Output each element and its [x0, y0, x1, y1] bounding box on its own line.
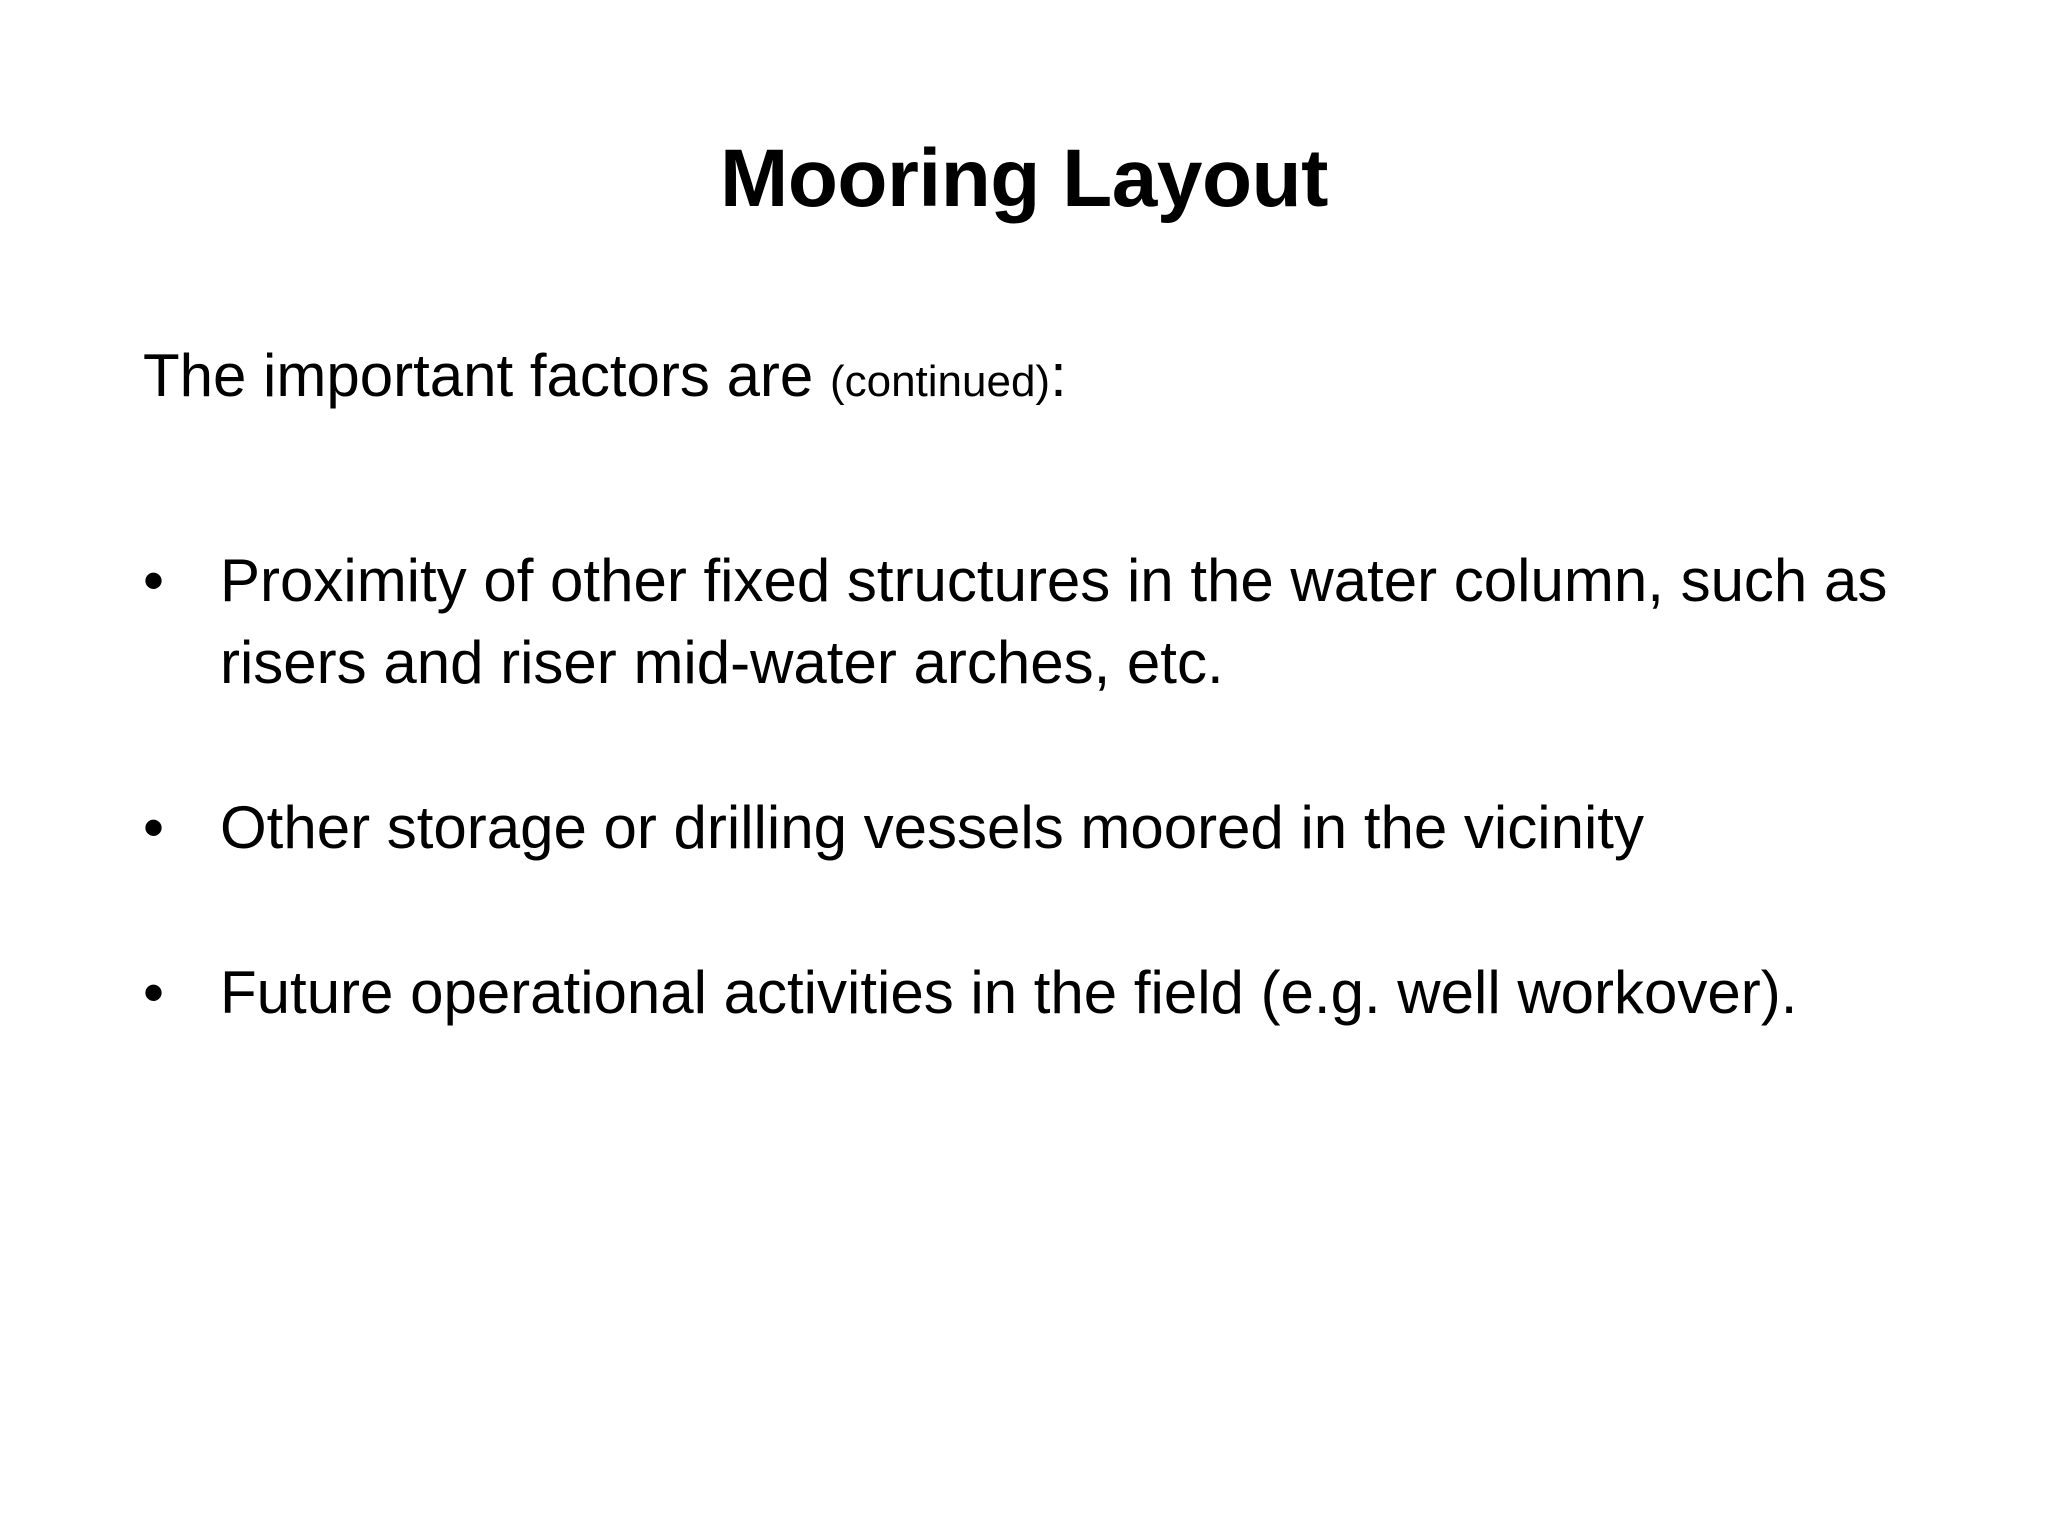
slide-title: Mooring Layout [720, 133, 1328, 224]
intro-colon: : [1050, 342, 1067, 409]
bullet-dot-icon: • [143, 794, 165, 861]
bullet-text: Future operational activities in the field (e.g. well workover). [220, 959, 1798, 1026]
intro-line [143, 340, 1067, 412]
bullet-dot-icon: • [143, 547, 165, 614]
bullet-item [143, 952, 1943, 1034]
bullet-item [143, 787, 1943, 869]
bullet-text: Other storage or drilling vessels moored in the vicinity [220, 794, 1644, 861]
intro-text: The important factors are [143, 342, 830, 409]
bullet-dot-icon: • [143, 959, 165, 1026]
intro-aside: (continued) [829, 357, 1051, 406]
bullet-text: Proximity of other fixed structures in the water column, such as risers and riser mid-water arches, etc. [220, 547, 1888, 696]
bullet-list [143, 540, 1943, 1117]
bullet-item [143, 540, 1943, 704]
